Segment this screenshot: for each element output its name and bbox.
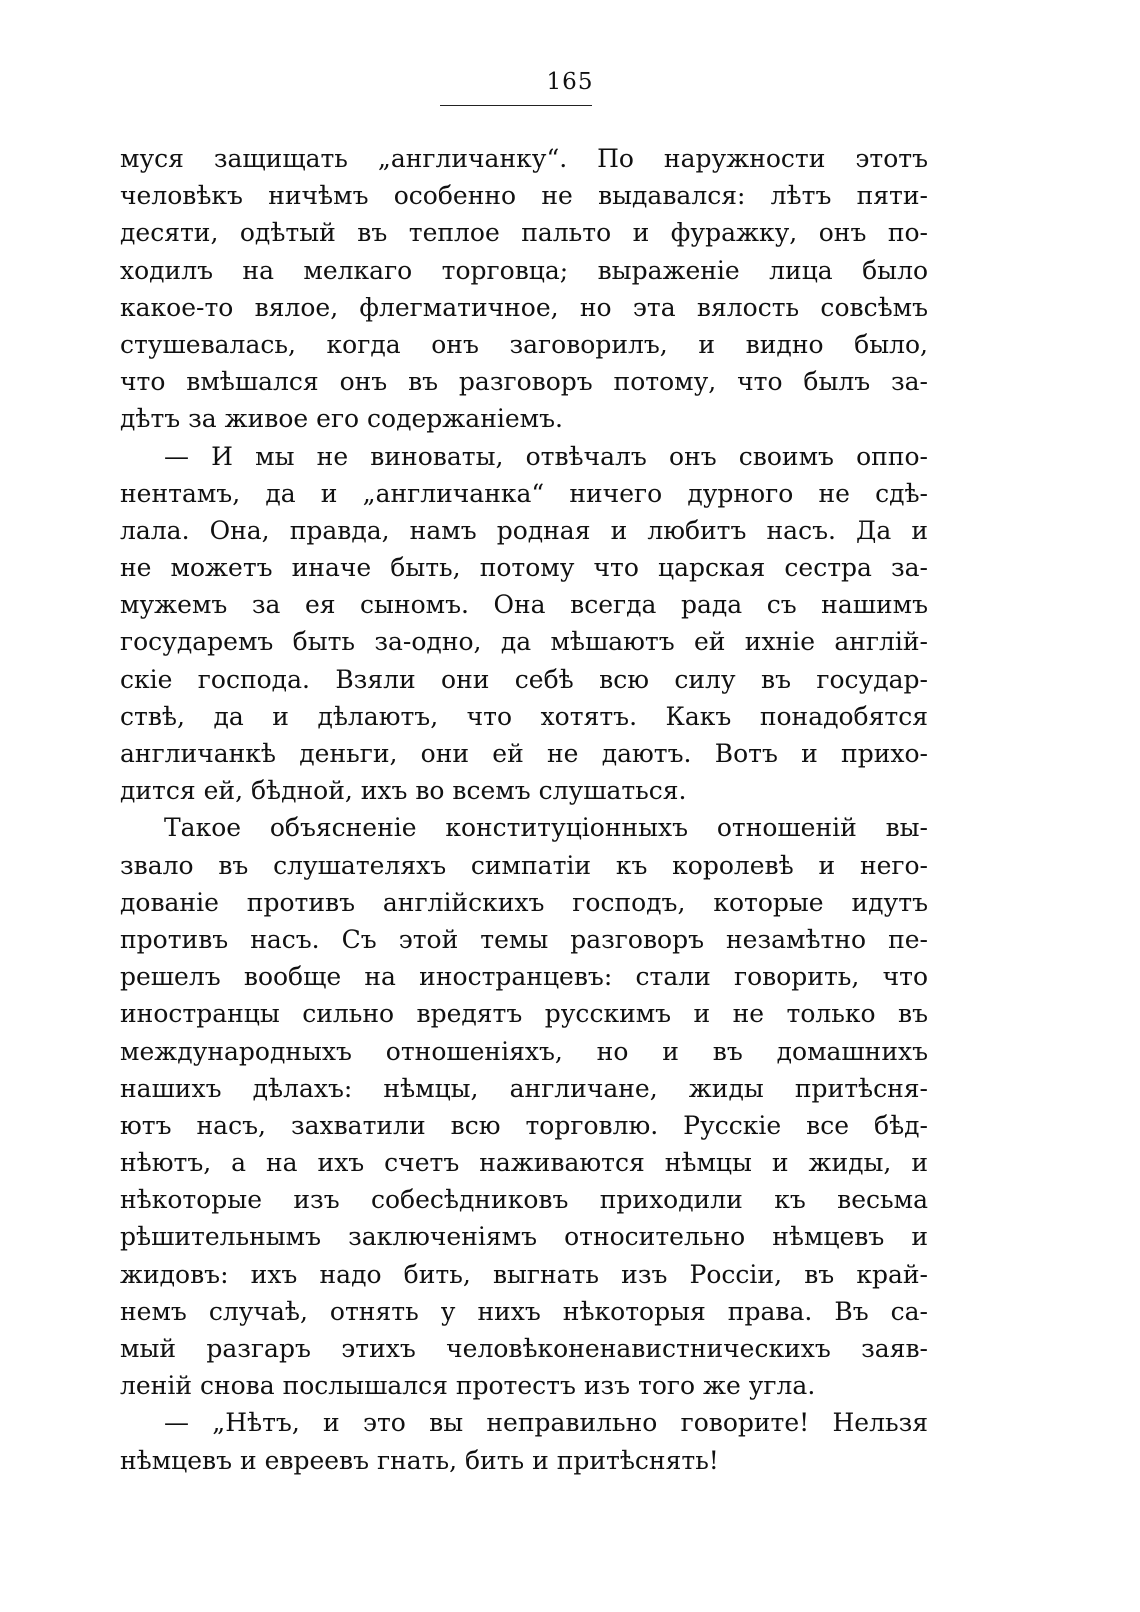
text-line: человѣкъ ничѣмъ особенно не выдавался: лѣтъ пяти-: [120, 181, 928, 211]
text-line: нентамъ, да и „англичанка“ ничего дурного не сдѣ-: [120, 478, 928, 508]
text-line: лала. Она, правда, намъ родная и любитъ насъ. Да и: [120, 515, 928, 545]
text-line: международныхъ отношеніяхъ, но и въ домашнихъ: [120, 1036, 928, 1066]
page-number-rule: [440, 105, 592, 106]
text-line: муся защищать „англичанку“. По наружности этотъ: [120, 144, 928, 173]
text-line: скіе господа. Взяли они себѣ всю силу въ государ-: [120, 664, 928, 694]
text-line: звало въ слушателяхъ симпатіи къ королевѣ и него-: [120, 850, 928, 880]
text-line: противъ насъ. Съ этой темы разговоръ незамѣтно пе-: [120, 924, 928, 954]
text-line: государемъ быть за-одно, да мѣшаютъ ей ихніе англій-: [120, 627, 928, 657]
text-line: нѣютъ, а на ихъ счетъ наживаются нѣмцы и жиды, и: [120, 1148, 928, 1178]
text-line: десяти, одѣтый въ теплое пальто и фуражку, онъ по-: [120, 218, 928, 248]
text-line: дованіе противъ англійскихъ господъ, которые идутъ: [120, 887, 928, 917]
page-body: [120, 140, 928, 1479]
text-line: стушевалась, когда онъ заговорилъ, и видно было,: [120, 329, 928, 359]
text-line: ходилъ на мелкаго торговца; выраженіе лица было: [120, 255, 928, 285]
text-line: Такое объясненіе конституціонныхъ отношеній вы-: [164, 813, 928, 843]
page-number: 165: [546, 69, 594, 95]
text-line: что вмѣшался онъ въ разговоръ потому, что былъ за-: [120, 367, 928, 397]
text-line: — „Нѣтъ, и это вы неправильно говорите! Нельзя: [164, 1408, 928, 1438]
text-line: мый разгаръ этихъ человѣконенавистническихъ заяв-: [120, 1334, 928, 1363]
text-line: мужемъ за ея сыномъ. Она всегда рада съ нашимъ: [120, 590, 928, 620]
text-line: дѣтъ за живое его содержаніемъ.: [120, 404, 563, 434]
text-line: леній снова послышался протестъ изъ того же угла.: [120, 1371, 816, 1401]
text-line: не можетъ иначе быть, потому что царская сестра за-: [120, 553, 928, 583]
text-line: ютъ насъ, захватили всю торговлю. Русскіе все бѣд-: [120, 1110, 928, 1140]
text-line: англичанкѣ деньги, они ей не даютъ. Вотъ и прихо-: [120, 739, 928, 768]
text-line: решелъ вообще на иностранцевъ: стали говорить, что: [120, 962, 928, 992]
text-line: какое-то вялое, флегматичное, но эта вялость совсѣмъ: [120, 292, 928, 322]
text-line: рѣшительнымъ заключеніямъ относительно нѣмцевъ и: [120, 1222, 928, 1252]
text-line: немъ случаѣ, отнять у нихъ нѣкоторыя права. Въ са-: [120, 1296, 928, 1326]
text-line: — И мы не виноваты, отвѣчалъ онъ своимъ оппо-: [164, 441, 928, 471]
text-line: ствѣ, да и дѣлаютъ, что хотятъ. Какъ понадобятся: [120, 701, 928, 731]
text-line: дится ей, бѣдной, ихъ во всемъ слушаться.: [120, 776, 687, 806]
text-line: нашихъ дѣлахъ: нѣмцы, англичане, жиды притѣсня-: [120, 1073, 928, 1103]
text-line: иностранцы сильно вредятъ русскимъ и не только въ: [120, 999, 928, 1029]
text-line: нѣкоторые изъ собесѣдниковъ приходили къ весьма: [120, 1185, 928, 1215]
text-line: нѣмцевъ и евреевъ гнать, бить и притѣснять!: [120, 1445, 719, 1475]
text-line: жидовъ: ихъ надо бить, выгнать изъ Россіи, въ край-: [120, 1259, 928, 1289]
